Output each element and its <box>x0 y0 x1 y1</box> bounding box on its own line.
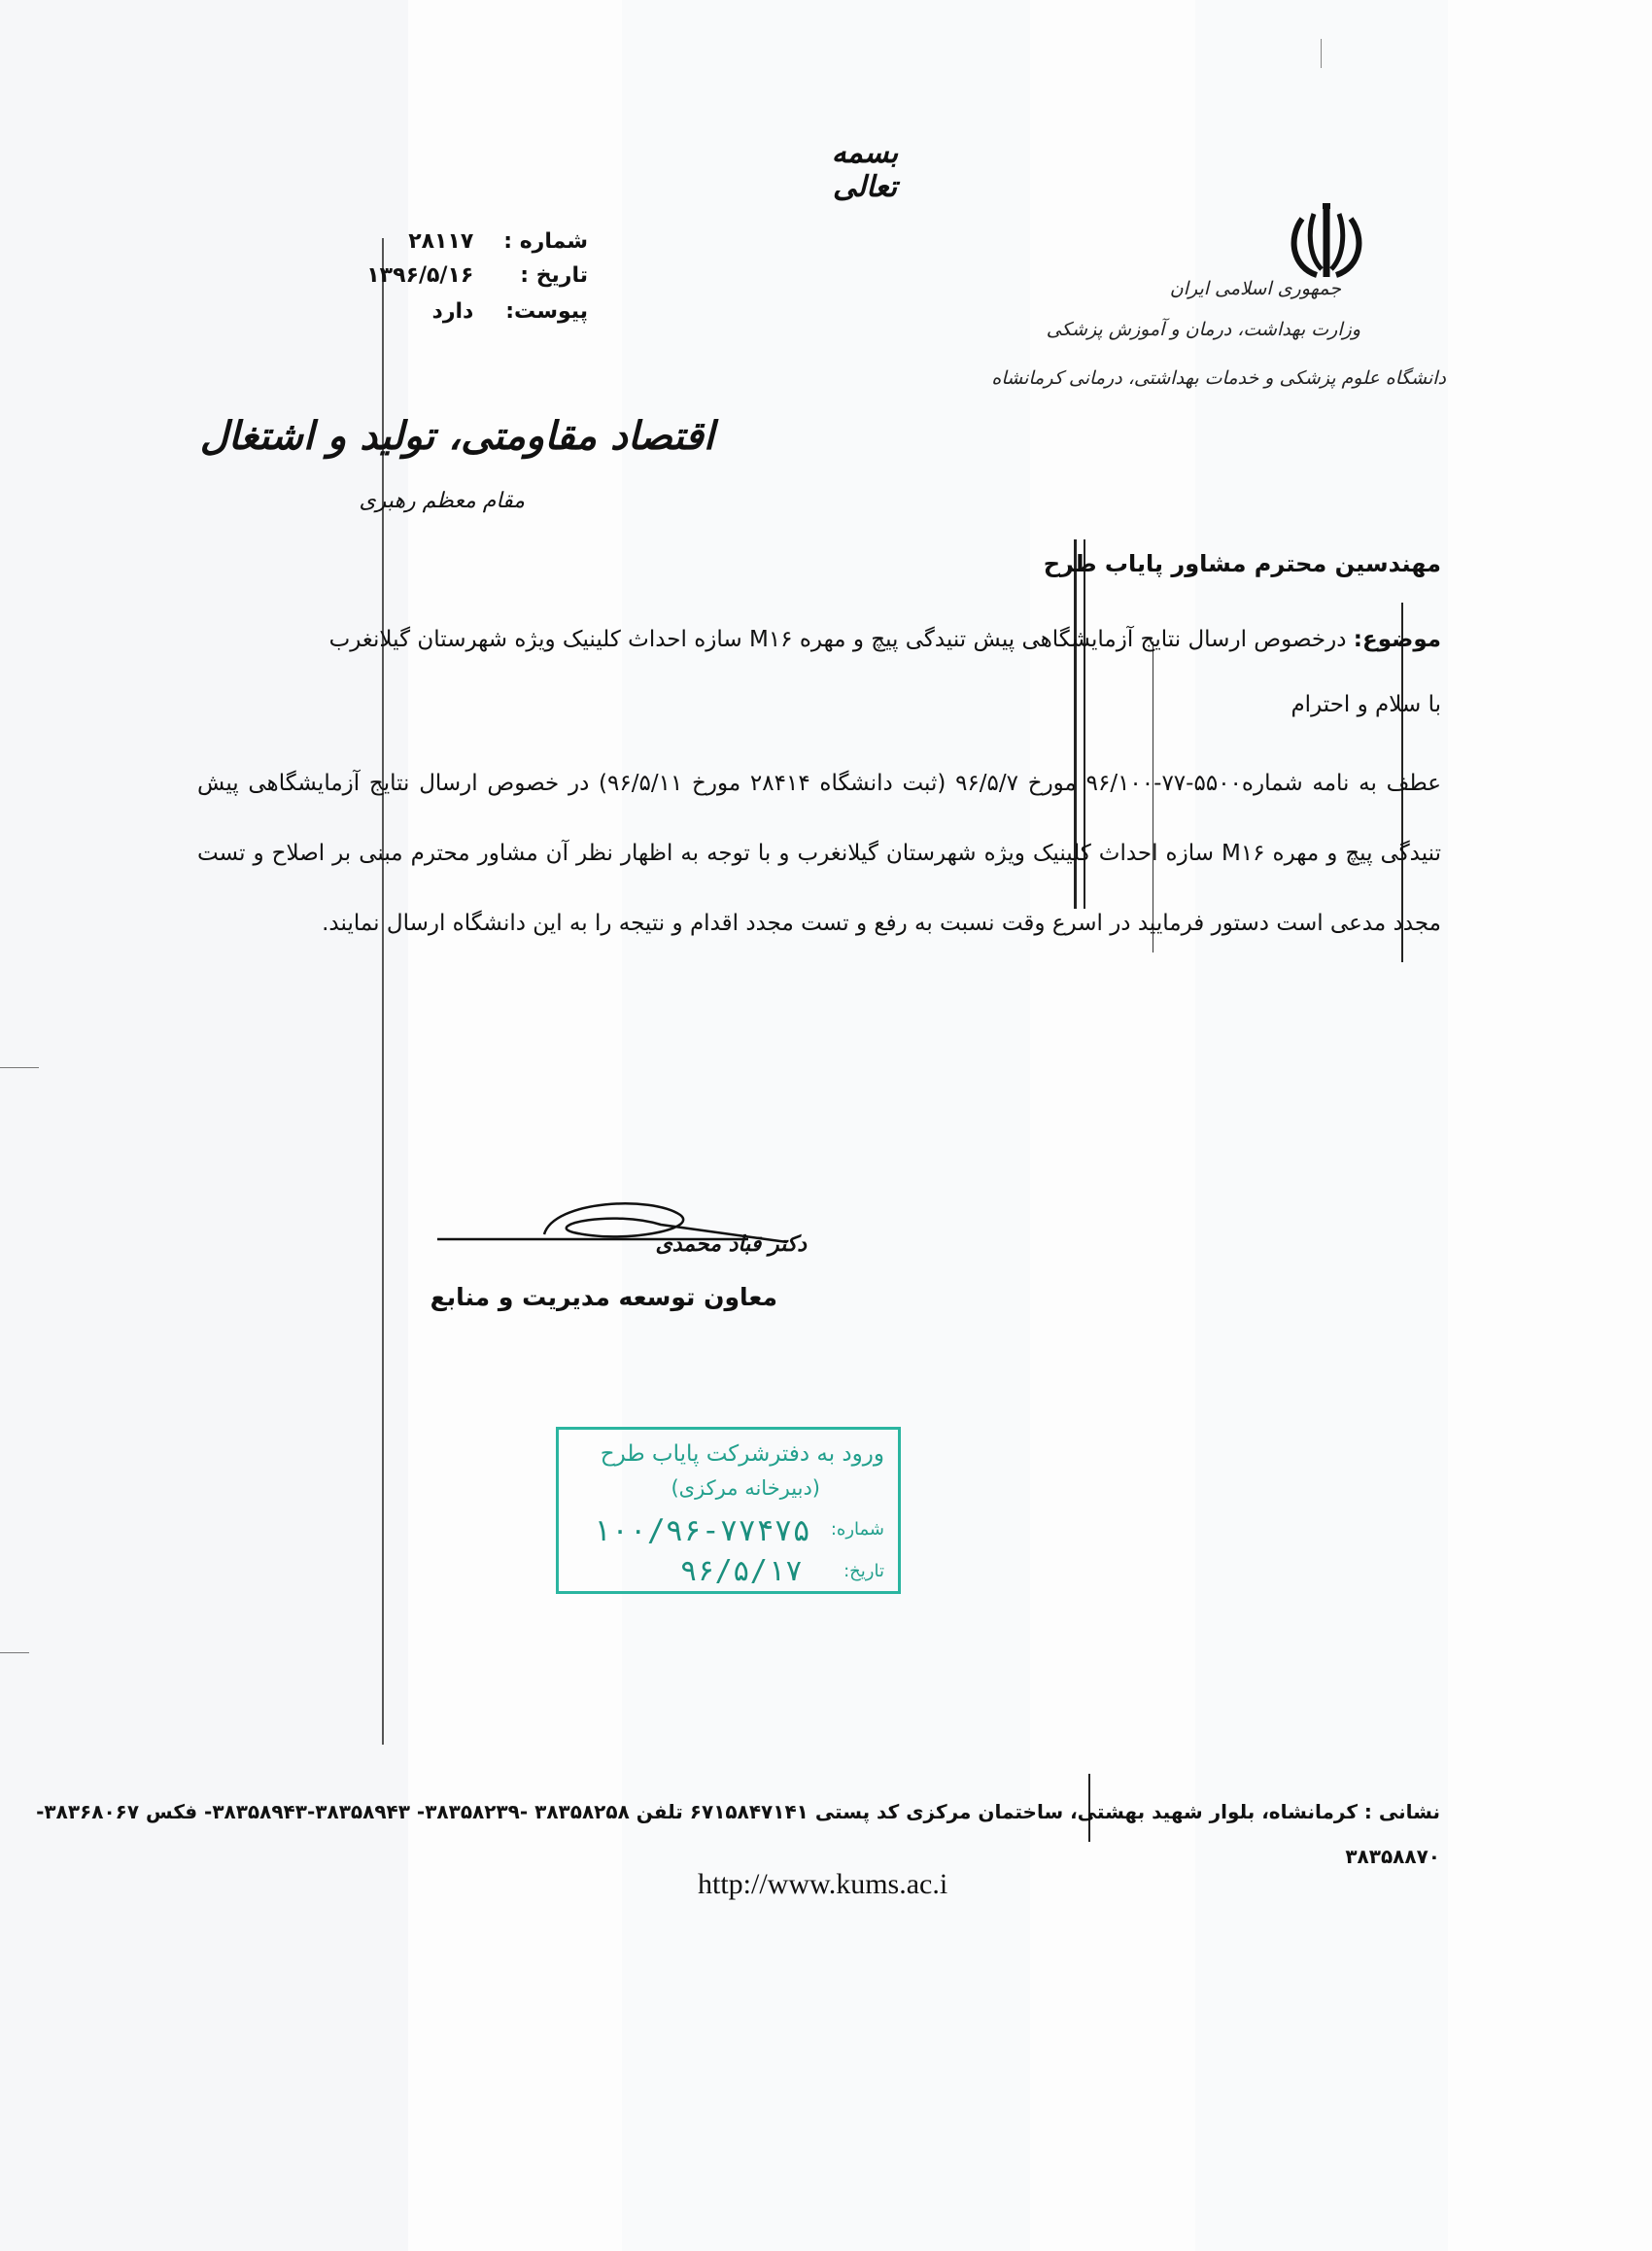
salutation: مهندسین محترم مشاور پایاب طرح <box>1043 550 1441 577</box>
stamp-line-company: ورود به دفترشرکت پایاب طرح <box>600 1441 884 1467</box>
scan-artifact-mark <box>0 1652 29 1653</box>
letter-number-label: شماره : <box>503 229 588 254</box>
slogan-attribution: مقام معظم رهبری <box>359 489 525 513</box>
letter-date-label: تاریخ : <box>520 263 588 288</box>
stamp-number-label: شماره: <box>830 1519 884 1540</box>
subject-label: موضوع: <box>1353 627 1441 652</box>
besmellah-heading: بسمه تعالی <box>831 136 899 204</box>
iran-emblem-icon <box>1283 199 1370 287</box>
scan-artifact-line <box>1321 39 1322 68</box>
stamp-number-value: ۱۰۰/۹۶-۷۷۴۷۵ <box>593 1513 810 1548</box>
stamp-line-secretariat: (دبیرخانه مرکزی) <box>671 1476 820 1500</box>
scan-shade <box>622 0 1030 2251</box>
footer-address: نشانی : کرمانشاه، بلوار شهید بهشتی، ساختمان مرکزی کد پستی ۶۷۱۵۸۴۷۱۴۱ تلفن ۳۸۳۵۸۲۵۸ -۳۸۳۵۸۲۳۹- ۳۸۳۵۸۹۴۳-۳۸۳۵۸۹۴۳- فکس ۳۸۳۶۸۰۶۷- <box>36 1800 1440 1823</box>
received-stamp <box>556 1427 901 1594</box>
subject-line <box>207 622 1441 657</box>
letter-date <box>366 263 588 288</box>
slogan-text: اقتصاد مقاومتی، تولید و اشتغال <box>199 413 714 459</box>
letter-number <box>408 229 588 254</box>
letter-attachment-value: دارد <box>431 299 474 324</box>
greeting: با سلام و احترام <box>1291 692 1441 717</box>
scan-artifact-line <box>382 238 384 1745</box>
letter-date-value: ۱۳۹۶/۵/۱۶ <box>366 263 474 288</box>
letter-body: عطف به نامه شماره۵۵۰۰-۷۷-۹۶/۱۰۰ مورخ ۹۶/۵/۷ (ثبت دانشگاه ۲۸۴۱۴ مورخ ۹۶/۵/۱۱) در خصوص ارسال نتایج آزمایشگاهی پیش تنیدگی پیچ و مهره M۱۶ سازه احداث کلینیک ویژه شهرستان گیلانغرب و با توجه به اظهار نظر آن مشاور محترم مبنی بر اصلاح و تست مجدد مدعی است دستور فرمایید در اسرع وقت نسبت به رفع و تست مجدد اقدام و نتیجه را به این دانشگاه ارسال نمایند. <box>197 771 1442 936</box>
subject-text: درخصوص ارسال نتایج آزمایشگاهی پیش تنیدگی پیچ و مهره M۱۶ سازه احداث کلینیک ویژه شهرستان گیلانغرب <box>328 627 1347 652</box>
letter-attachment-label: پیوست: <box>505 299 588 324</box>
org-line-republic: جمهوری اسلامی ایران <box>1169 278 1341 299</box>
org-line-university: دانشگاه علوم پزشکی و خدمات بهداشتی، درمانی کرمانشاه <box>991 367 1446 389</box>
signatory-name: دکتر قباد محمدی <box>655 1232 807 1257</box>
org-line-ministry: وزارت بهداشت، درمان و آموزش پزشکی <box>1046 319 1360 340</box>
stamp-date-value: ۹۶/۵/۱۷ <box>679 1554 803 1588</box>
signatory-title: معاون توسعه مدیریت و منابع <box>430 1283 777 1311</box>
scan-artifact-mark <box>0 1067 39 1068</box>
website-url: http://www.kums.ac.i <box>698 1868 948 1900</box>
letter-attachment <box>432 299 588 324</box>
letter-number-value: ۲۸۱۱۷ <box>408 229 474 254</box>
stamp-date-label: تاریخ: <box>843 1561 884 1581</box>
footer-address-continued: ۳۸۳۵۸۸۷۰ <box>1345 1845 1440 1868</box>
scan-shade <box>0 0 408 2251</box>
